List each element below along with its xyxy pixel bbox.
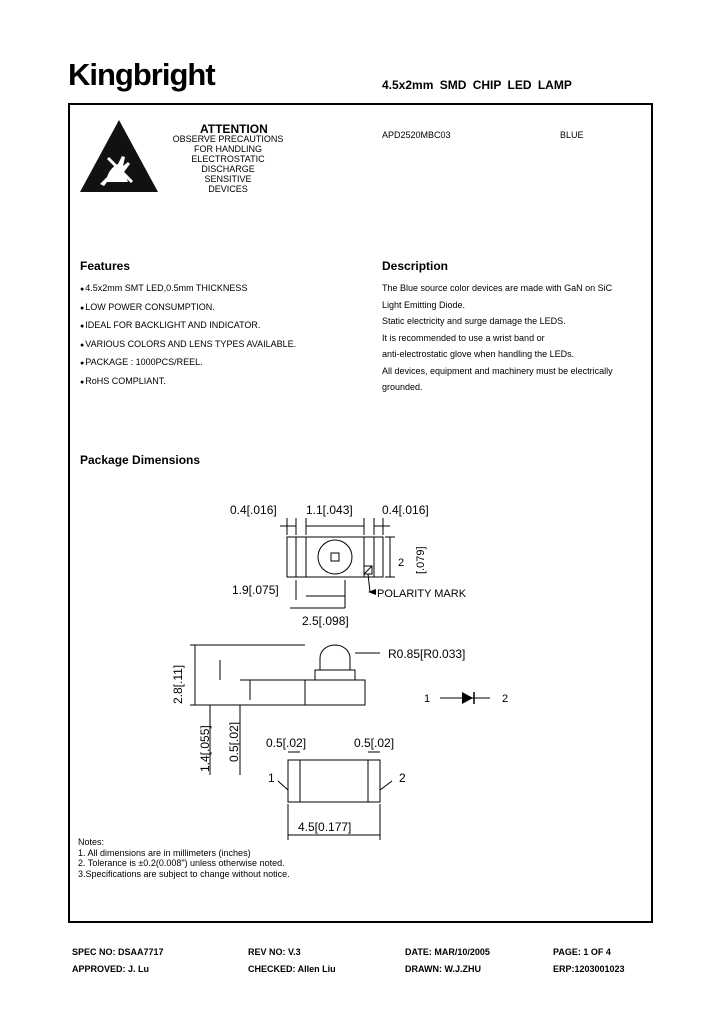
description-line: The Blue source color devices are made with GaN on SiC (382, 283, 613, 293)
dim-2-8: 2.8[.11] (171, 664, 185, 704)
dim-0-5-vertical: 0.5[.02] (227, 721, 241, 762)
attention-line: FOR HANDLING (193, 144, 262, 154)
diode-pin-2: 2 (502, 693, 509, 705)
pin-1-label: 1 (268, 771, 275, 785)
drawn-by: DRAWN: W.J.ZHU (405, 964, 481, 974)
esd-warning-icon (78, 118, 160, 194)
notes-title: Notes: (78, 837, 105, 847)
dim-1-4: 1.4[.055] (198, 725, 212, 772)
dim-top-mid: 1.1[.043] (306, 503, 353, 517)
feature-item: ● VARIOUS COLORS AND LENS TYPES AVAILABLE. (80, 336, 296, 355)
notes (78, 837, 290, 879)
description-line: All devices, equipment and machinery must be electrically (382, 365, 613, 376)
note-line: 3.Specifications are subject to change without notice. (78, 868, 290, 879)
note-line: 1. All dimensions are in millimeters (inches) (78, 847, 251, 858)
brand-logo: Kingbright (68, 57, 215, 92)
feature-item: ● PACKAGE : 1000PCS/REEL. (80, 354, 296, 373)
page-number: PAGE: 1 OF 4 (553, 947, 611, 957)
rev-no: REV NO: V.3 (248, 947, 301, 957)
dim-height: 2 (398, 557, 405, 569)
features-list (80, 280, 296, 391)
document-title: 4.5x2mm SMD CHIP LED LAMP (382, 78, 572, 92)
approved-by: APPROVED: J. Lu (72, 964, 150, 974)
diode-pin-1: 1 (424, 693, 431, 705)
feature-item: ● IDEAL FOR BACKLIGHT AND INDICATOR. (80, 317, 296, 336)
feature-item: ● 4.5x2mm SMT LED,0.5mm THICKNESS (80, 280, 296, 299)
description-line: Static electricity and surge damage the LEDS. (382, 316, 566, 326)
top-view-body (287, 537, 383, 577)
description-line: Light Emitting Diode. (382, 299, 466, 310)
description-line: anti-electrostatic glove when handling the LEDs. (382, 349, 575, 359)
package-drawing (0, 490, 720, 850)
polarity-mark-label: POLARITY MARK (377, 588, 467, 600)
lens-circle (318, 540, 352, 574)
attention-line: SENSITIVE (204, 174, 252, 184)
attention-line: DEVICES (208, 184, 248, 194)
checked-by: CHECKED: Allen Liu (248, 964, 336, 974)
pin-2-label: 2 (399, 771, 406, 785)
dim-radius: R0.85[R0.033] (388, 647, 466, 661)
pad-left-dim: 0.5[.02] (266, 736, 307, 750)
features-heading: Features (80, 259, 131, 273)
attention-title: ATTENTION (200, 122, 268, 136)
description-line: grounded. (382, 382, 423, 392)
attention-line: DISCHARGE (201, 164, 255, 174)
spec-no: SPEC NO: DSAA7717 (72, 947, 164, 957)
dim-1-9: 1.9[.075] (232, 583, 279, 597)
attention-line: ELECTROSTATIC (191, 154, 265, 164)
attention-line: OBSERVE PRECAUTIONS (172, 134, 284, 144)
feature-item: ● LOW POWER CONSUMPTION. (80, 299, 296, 318)
dim-2-5: 2.5[.098] (302, 614, 349, 628)
description-text (382, 280, 652, 396)
diode-icon (462, 692, 473, 704)
date: DATE: MAR/10/2005 (405, 947, 490, 957)
package-dimensions-heading: Package Dimensions (80, 453, 201, 467)
pad-right-dim: 0.5[.02] (354, 736, 395, 750)
note-line: 2. Tolerance is ±0.2(0.008") unless otherwise noted. (78, 858, 285, 868)
description-line: It is recommended to use a wrist band or (382, 332, 545, 343)
feature-item: ● RoHS COMPLIANT. (80, 373, 296, 392)
erp-number: ERP:1203001023 (553, 964, 625, 974)
part-color: BLUE (560, 130, 584, 140)
description-heading: Description (382, 259, 449, 273)
bottom-view-body (288, 760, 380, 802)
part-number: APD2520MBC03 (382, 130, 451, 140)
dim-top-left: 0.4[.016] (230, 503, 277, 517)
attention-text (160, 134, 296, 194)
dim-top-right: 0.4[.016] (382, 503, 429, 517)
dim-4-5: 4.5[0.177] (298, 820, 352, 834)
dim-height-in: [.079] (415, 546, 427, 574)
